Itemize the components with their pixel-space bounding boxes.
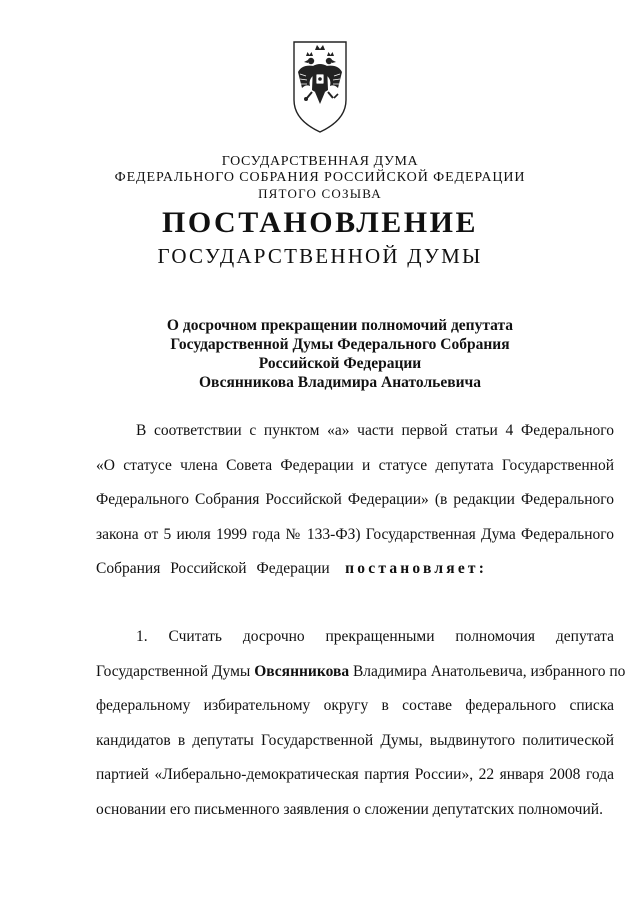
subject-line: Российской Федерации — [258, 355, 422, 372]
item-1-line: партией «Либерально-демократическая партия России», 22 января 2008 года — [96, 766, 614, 783]
preamble-last-line — [96, 552, 614, 587]
item-1-line: кандидатов в депутаты Государственной Думы, выдвинутого политической — [96, 731, 614, 749]
item-1-line: 1. Считать досрочно прекращенными полномочия депутата — [136, 628, 614, 645]
preamble-line: «О статусе члена Совета Федерации и статусе депутата Государственной — [96, 456, 614, 474]
preamble-line: В соответствии с пунктом «а» части первой статьи 4 Федерального — [136, 422, 614, 439]
item-1-line: федеральному избирательному округу в составе федерального списка — [96, 697, 614, 714]
subject-line: Государственной Думы Федерального Собрания — [170, 336, 510, 353]
header-convocation: ПЯТОГО СОЗЫВА — [258, 186, 382, 201]
header-duma: ГОСУДАРСТВЕННАЯ ДУМА — [221, 154, 419, 169]
subject-line: Овсянникова Владимира Анатольевича — [198, 374, 482, 391]
item-1-text: Владимира Анатольевича, избранного по — [349, 662, 626, 680]
item-1-line-last: основании его письменного заявления о сложении депутатских полномочий. — [96, 800, 603, 818]
preamble-line: закона от 5 июля 1999 года № 133-ФЗ) Государственная Дума Федерального — [96, 525, 614, 543]
deputy-surname: Овсянникова — [254, 662, 350, 680]
item-1-text: Государственной Думы — [96, 662, 255, 680]
header-federal-assembly: ФЕДЕРАЛЬНОГО СОБРАНИЯ РОССИЙСКОЙ ФЕДЕРАЦИИ — [114, 170, 526, 185]
resolution-subject — [140, 316, 540, 392]
subject-line: О досрочном прекращении полномочий депутата — [166, 317, 514, 334]
item-1-line-2 — [96, 655, 626, 690]
double-headed-eagle-emblem-icon — [288, 36, 352, 136]
resolves-verb: постановляет: — [345, 560, 488, 577]
item-1-paragraph — [96, 620, 626, 827]
preamble-last-text: Собрания Российской Федерации — [96, 560, 330, 577]
preamble-paragraph — [96, 414, 614, 587]
document-title: ПОСТАНОВЛЕНИЕ — [162, 206, 478, 239]
document-subtitle: ГОСУДАРСТВЕННОЙ ДУМЫ — [157, 244, 483, 268]
preamble-line: Федерального Собрания Российской Федерации» (в редакции Федерального — [96, 491, 614, 508]
